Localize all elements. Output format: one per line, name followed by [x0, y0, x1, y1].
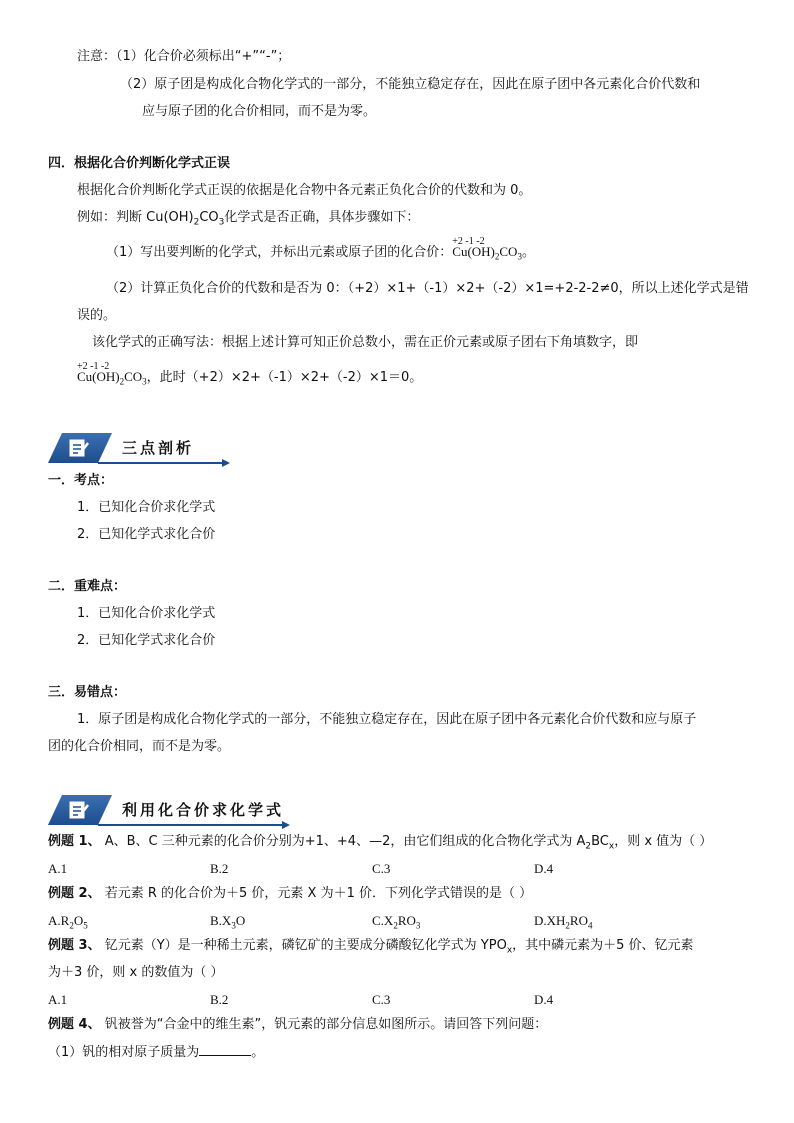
section4-p1: 根据化合价判断化学式正误的依据是化合物中各元素正负化合价的代数和为 0。: [77, 183, 532, 198]
example-3-question: 例题 3、 钇元素（Y）是一种稀土元素，磷钇矿的主要成分磷酸钇化学式为 $YPO_x$，其中磷元素为＋5 价、钇元素: [48, 938, 694, 956]
section4-heading: 四．根据化合价判断化学式正误: [48, 156, 231, 171]
formula-cu-oh-co3: +2 -1 -2 $Cu(OH)_2CO_3$: [452, 236, 522, 262]
zhongnan-item-2: 2．已知化学式求化合价: [77, 633, 216, 648]
example-1-option-c: C.3: [372, 861, 391, 876]
zhongnan-item-1: 1．已知化合价求化学式: [77, 606, 216, 621]
yicuo-heading: 三．易错点：: [48, 685, 127, 700]
section4-step2b: 误的。: [77, 308, 117, 323]
example-1-option-d: D.4: [534, 861, 554, 876]
example-2-option-b: $B.X_3O$: [210, 913, 246, 931]
kaodian-item-1: 1．已知化合价求化学式: [77, 500, 216, 515]
example-3-option-d: D.4: [534, 992, 554, 1007]
example-2-option-a: $A.R_2O_5$: [48, 913, 88, 931]
example-4-subquestion-1: （1）钒的相对原子质量为 。: [48, 1045, 265, 1060]
notepad-pencil-icon: [68, 437, 90, 459]
section-banner-analysis: [48, 433, 238, 463]
example-2-option-d: $D.XH_2RO_4$: [534, 913, 593, 931]
note-item-2b: 应与原子团的化合价相同，而不是为零。: [142, 104, 377, 119]
example-3-option-b: B.2: [210, 992, 229, 1007]
yicuo-p2: 团的化合价相同，而不是为零。: [48, 739, 231, 754]
kaodian-heading: 一．考点：: [48, 473, 114, 488]
section4-correct-a: 该化学式的正确写法：根据上述计算可知正价总数小，需在正价元素或原子团右下角填数字，即: [92, 335, 639, 350]
banner-arrow: [282, 821, 290, 829]
section-banner-exercises: [48, 795, 298, 825]
example-4-question: 例题 4、 钒被誉为“合金中的维生素”，钒元素的部分信息如图所示。请回答下列问题：: [48, 1017, 548, 1032]
banner-title: 三点剖析: [122, 439, 195, 457]
note-label: 注意：: [77, 49, 117, 64]
example-3-option-a: A.1: [48, 992, 68, 1007]
example-3-option-c: C.3: [372, 992, 391, 1007]
section4-step1: （1）写出要判断的化学式，并标出元素或原子团的化合价： +2 -1 -2 $Cu(OH)_2CO_3$。: [106, 236, 535, 262]
banner-underline: [98, 462, 224, 464]
section4-p2: 例如：判断 $Cu(OH)_2CO_3$化学式是否正确，具体步骤如下：: [77, 210, 420, 228]
zhongnan-heading: 二．重难点：: [48, 579, 127, 594]
example-2-option-c: $C.X_2RO_3$: [372, 913, 421, 931]
note-item-1: （1）化合价必须标出“+”“-”；: [116, 49, 291, 64]
banner-title: 利用化合价求化学式: [122, 801, 285, 819]
example-3-question-line2: 为＋3 价，则 x 的数值为（ ）: [48, 965, 224, 980]
notepad-pencil-icon: [68, 799, 90, 821]
section4-correct-b: +2 -1 -2 $Cu(OH)_2CO_3$，此时（+2）×2+（-1）×2+（-2）×1＝0。: [77, 361, 423, 387]
banner-underline: [98, 824, 284, 826]
example-1-question: 例题 1、 A、B、C 三种元素的化合价分别为+1、+4、—2，由它们组成的化合物化学式为 $A_2BC_x$，则 x 值为（ ）: [48, 834, 713, 852]
yicuo-p1: 1．原子团是构成化合物化学式的一部分，不能独立稳定存在，因此在原子团中各元素化合价代数和应与原子: [77, 712, 697, 727]
banner-arrow: [222, 459, 230, 467]
note-item-2a: （2）原子团是构成化合物化学式的一部分，不能独立稳定存在，因此在原子团中各元素化合价代数和: [120, 77, 701, 92]
formula-cu-oh2-co3: +2 -1 -2 $Cu(OH)_2CO_3$: [77, 361, 147, 387]
example-1-option-b: B.2: [210, 861, 229, 876]
section4-step2a: （2）计算正负化合价的代数和是否为 0：（+2）×1+（-1）×2+（-2）×1=+2-2-2≠0，所以上述化学式是错: [106, 281, 749, 296]
example-1-option-a: A.1: [48, 861, 68, 876]
answer-blank[interactable]: [199, 1043, 251, 1056]
kaodian-item-2: 2．已知化学式求化合价: [77, 527, 216, 542]
example-2-question: 例题 2、 若元素 R 的化合价为＋5 价，元素 X 为＋1 价．下列化学式错误的是（ ）: [48, 886, 533, 901]
note-line-1: [77, 48, 290, 66]
